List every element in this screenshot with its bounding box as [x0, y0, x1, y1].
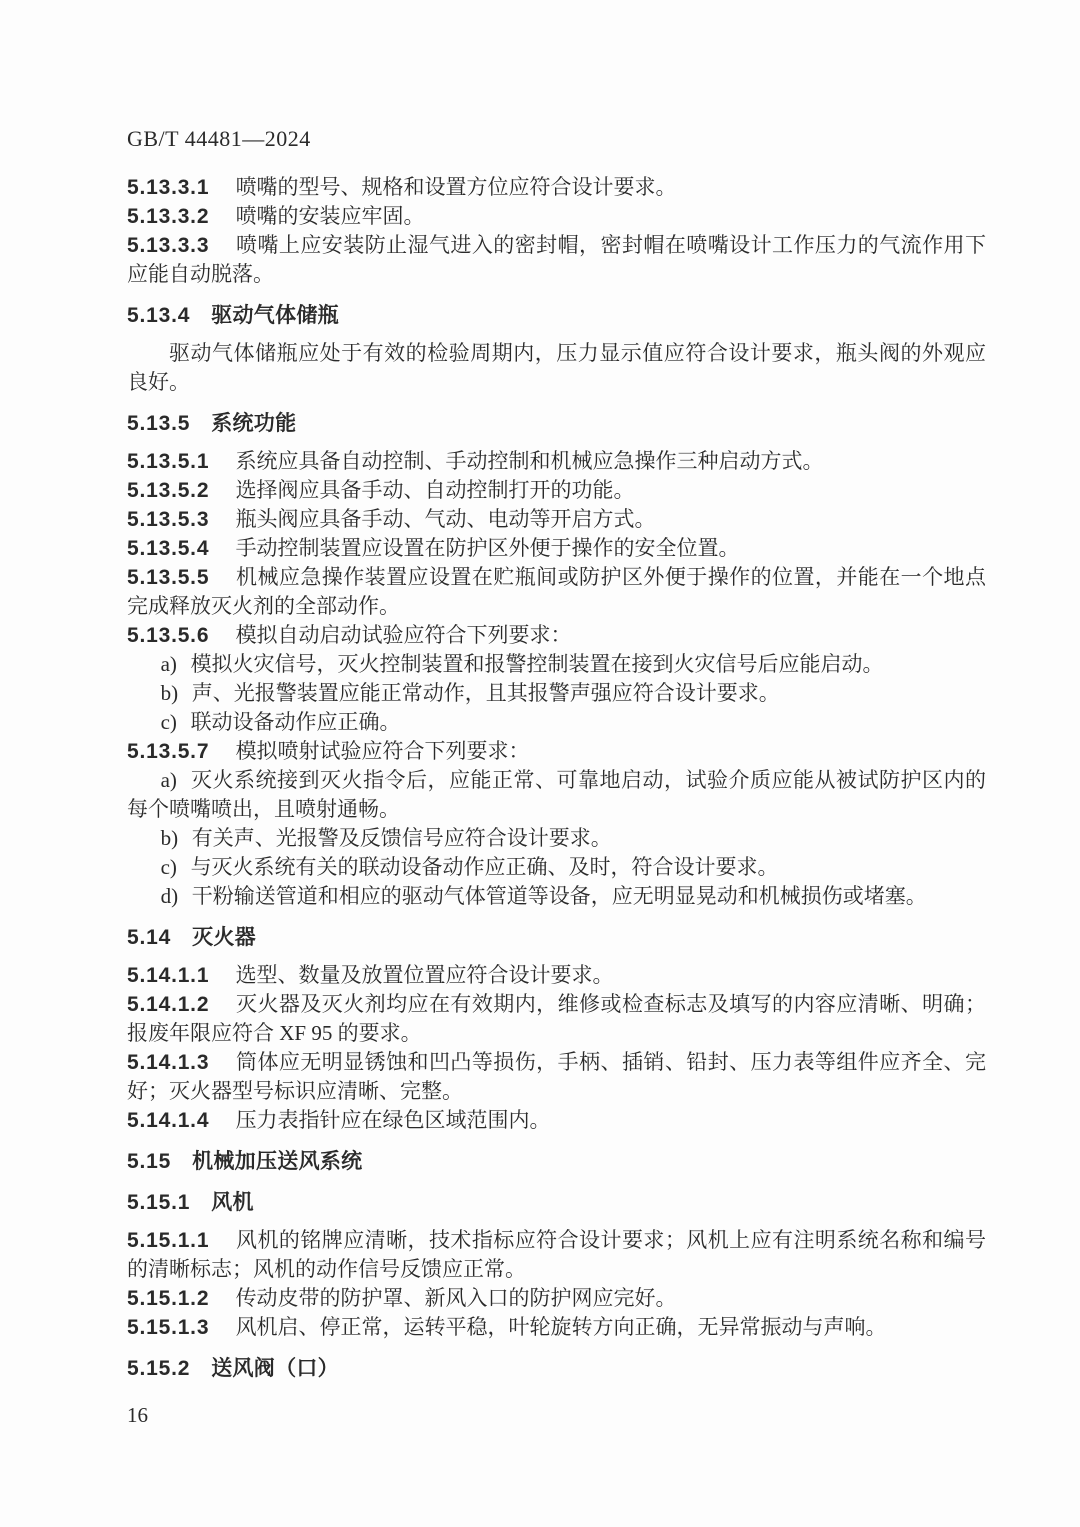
paragraph-text: 模拟喷射试验应符合下列要求：	[235, 739, 530, 763]
standard-number-header: GB/T 44481—2024	[127, 126, 311, 151]
clause-paragraph	[127, 1313, 986, 1342]
clause-number: 5.14	[127, 926, 172, 949]
paragraph-text: 喷嘴的型号、规格和设置方位应符合设计要求。	[235, 175, 677, 199]
paragraph-text: 喷嘴的安装应牢固。	[235, 204, 425, 228]
paragraph-text: 瓶头阀应具备手动、气动、电动等开启方式。	[235, 507, 656, 531]
clause-number: 5.13.3.2	[127, 205, 210, 228]
clause-number: 5.13.4	[127, 304, 191, 327]
clause-paragraph	[127, 476, 986, 505]
clause-paragraph	[127, 990, 986, 1048]
clause-paragraph	[127, 1284, 986, 1313]
clause-number: 5.14.1.4	[127, 1109, 210, 1132]
paragraph-text: 模拟自动启动试验应符合下列要求：	[235, 623, 572, 647]
clause-paragraph	[127, 505, 986, 534]
clause-number: 5.13.5.6	[127, 624, 210, 647]
paragraph-text: 风机的铭牌应清晰，技术指标应符合设计要求；风机上应有注明系统名称和编号的清晰标志；风机的动作信号反馈应正常。	[127, 1228, 986, 1281]
section-heading	[127, 923, 986, 952]
list-item	[127, 824, 986, 853]
section-heading	[127, 409, 986, 438]
paragraph-text: 模拟火灾信号，灭火控制装置和报警控制装置在接到火灾信号后应能启动。	[190, 652, 884, 676]
paragraph-text: 风机	[211, 1191, 254, 1214]
paragraph-text: 灭火器	[192, 926, 256, 949]
paragraph-text: 系统应具备自动控制、手动控制和机械应急操作三种启动方式。	[235, 449, 824, 473]
list-item	[127, 650, 986, 679]
paragraph-text: 联动设备动作应正确。	[190, 710, 401, 734]
list-item	[127, 766, 986, 824]
clause-number: 5.13.5.2	[127, 479, 210, 502]
clause-paragraph	[127, 1048, 986, 1106]
paragraph-text: 系统功能	[211, 412, 297, 435]
paragraph-text: 驱动气体储瓶应处于有效的检验周期内，压力显示值应符合设计要求，瓶头阀的外观应良好。	[127, 341, 986, 394]
clause-number: 5.14.1.2	[127, 993, 210, 1016]
paragraph-text: 选型、数量及放置位置应符合设计要求。	[235, 963, 614, 987]
paragraph-text: 压力表指针应在绿色区域范围内。	[235, 1108, 551, 1132]
item-label: c)	[160, 710, 177, 734]
clause-paragraph	[127, 447, 986, 476]
clause-number: 5.13.5.1	[127, 450, 210, 473]
item-label: a)	[160, 652, 177, 676]
clause-number: 5.13.3.1	[127, 176, 210, 199]
paragraph-text: 驱动气体储瓶	[211, 304, 339, 327]
body-paragraph	[127, 339, 986, 397]
clause-paragraph	[127, 202, 986, 231]
document-body	[127, 173, 986, 1383]
clause-number: 5.13.5.4	[127, 537, 210, 560]
clause-paragraph	[127, 737, 986, 766]
page-number: 16	[127, 1403, 148, 1427]
clause-number: 5.15.1.1	[127, 1229, 210, 1252]
paragraph-text: 喷嘴上应安装防止湿气进入的密封帽，密封帽在喷嘴设计工作压力的气流作用下应能自动脱落。	[127, 233, 986, 286]
list-item	[127, 882, 986, 911]
clause-paragraph	[127, 961, 986, 990]
clause-number: 5.14.1.3	[127, 1051, 210, 1074]
list-item	[127, 679, 986, 708]
clause-paragraph	[127, 173, 986, 202]
clause-number: 5.13.5.3	[127, 508, 210, 531]
paragraph-text: 筒体应无明显锈蚀和凹凸等损伤，手柄、插销、铅封、压力表等组件应齐全、完好；灭火器型号标识应清晰、完整。	[127, 1050, 986, 1103]
paragraph-text: 干粉输送管道和相应的驱动气体管道等设备，应无明显晃动和机械损伤或堵塞。	[191, 884, 927, 908]
item-label: b)	[160, 681, 179, 705]
clause-paragraph	[127, 231, 986, 289]
clause-paragraph	[127, 1226, 986, 1284]
clause-number: 5.13.5.7	[127, 740, 210, 763]
clause-number: 5.13.5	[127, 412, 191, 435]
paragraph-text: 机械应急操作装置应设置在贮瓶间或防护区外便于操作的位置，并能在一个地点完成释放灭火剂的全部动作。	[127, 565, 986, 618]
clause-number: 5.14.1.1	[127, 964, 210, 987]
clause-paragraph	[127, 1106, 986, 1135]
paragraph-text: 选择阀应具备手动、自动控制打开的功能。	[235, 478, 635, 502]
paragraph-text: 与灭火系统有关的联动设备动作应正确、及时，符合设计要求。	[190, 855, 779, 879]
item-label: a)	[160, 768, 177, 792]
clause-number: 5.15.1.2	[127, 1287, 210, 1310]
section-heading	[127, 1354, 986, 1383]
clause-number: 5.15	[127, 1150, 172, 1173]
paragraph-text: 声、光报警装置应能正常动作，且其报警声强应符合设计要求。	[191, 681, 780, 705]
clause-number: 5.15.1	[127, 1191, 191, 1214]
item-label: c)	[160, 855, 177, 879]
paragraph-text: 手动控制装置应设置在防护区外便于操作的安全位置。	[235, 536, 740, 560]
paragraph-text: 有关声、光报警及反馈信号应符合设计要求。	[191, 826, 612, 850]
clause-paragraph	[127, 534, 986, 563]
section-heading	[127, 1147, 986, 1176]
section-heading	[127, 301, 986, 330]
paragraph-text: 机械加压送风系统	[192, 1150, 363, 1173]
clause-number: 5.13.3.3	[127, 234, 210, 257]
section-heading	[127, 1188, 986, 1217]
clause-paragraph	[127, 621, 986, 650]
list-item	[127, 853, 986, 882]
paragraph-text: 传动皮带的防护罩、新风入口的防护网应完好。	[235, 1286, 677, 1310]
item-label: b)	[160, 826, 179, 850]
paragraph-text: 送风阀（口）	[211, 1357, 339, 1380]
clause-number: 5.15.2	[127, 1357, 191, 1380]
list-item	[127, 708, 986, 737]
clause-number: 5.13.5.5	[127, 566, 210, 589]
clause-paragraph	[127, 563, 986, 621]
paragraph-text: 灭火系统接到灭火指令后，应能正常、可靠地启动，试验介质应能从被试防护区内的每个喷嘴喷出，且喷射通畅。	[127, 768, 986, 821]
item-label: d)	[160, 884, 179, 908]
paragraph-text: 灭火器及灭火剂均应在有效期内，维修或检查标志及填写的内容应清晰、明确；报废年限应符合 XF 95 的要求。	[127, 992, 986, 1045]
paragraph-text: 风机启、停正常，运转平稳，叶轮旋转方向正确，无异常振动与声响。	[235, 1315, 887, 1339]
clause-number: 5.15.1.3	[127, 1316, 210, 1339]
